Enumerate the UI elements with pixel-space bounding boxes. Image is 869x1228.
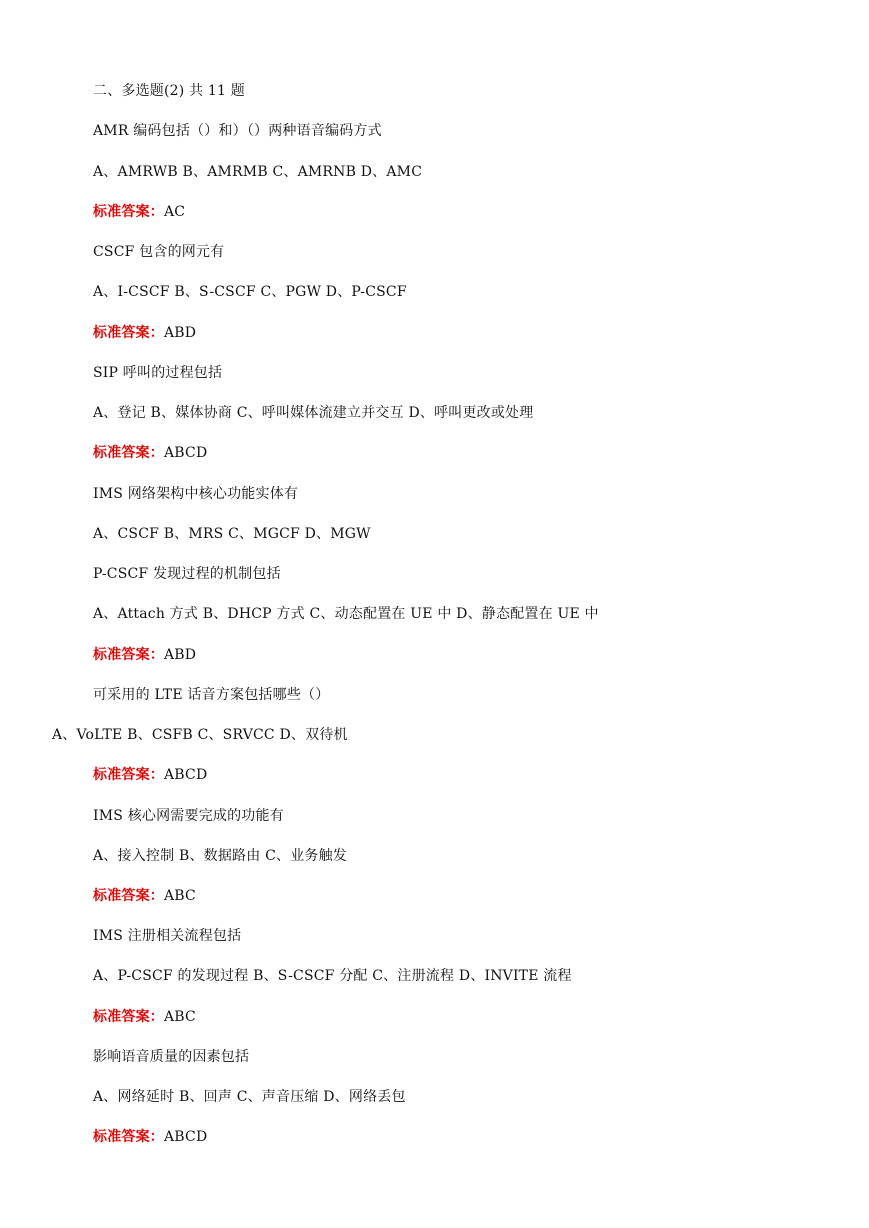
answer-line <box>93 324 196 342</box>
answer-label: 标准答案： <box>93 1129 164 1145</box>
question-stem: SIP 呼叫的过程包括 <box>93 365 223 381</box>
question-stem: AMR 编码包括（）和）（）两种语音编码方式 <box>93 123 382 139</box>
answer-value: ABCD <box>164 1129 208 1145</box>
answer-label: 标准答案： <box>93 325 164 341</box>
answer-line <box>93 203 185 221</box>
answer-label: 标准答案： <box>93 445 164 461</box>
answer-label: 标准答案： <box>93 888 164 904</box>
question-options: A、CSCF B、MRS C、MGCF D、MGW <box>93 526 371 542</box>
answer-value: ABC <box>164 1009 196 1025</box>
answer-label: 标准答案： <box>93 204 164 220</box>
answer-value: AC <box>164 204 186 220</box>
question-stem: CSCF 包含的网元有 <box>93 244 225 260</box>
answer-line <box>93 646 196 664</box>
answer-label: 标准答案： <box>93 767 164 783</box>
question-options: A、I-CSCF B、S-CSCF C、PGW D、P-CSCF <box>93 284 407 300</box>
question-options: A、接入控制 B、数据路由 C、业务触发 <box>93 848 348 864</box>
question-options: A、AMRWB B、AMRMB C、AMRNB D、AMC <box>93 164 423 180</box>
section-header: 二、多选题(2) 共 11 题 <box>93 83 245 99</box>
answer-value: ABC <box>164 888 196 904</box>
answer-line <box>93 444 207 462</box>
question-options: A、Attach 方式 B、DHCP 方式 C、动态配置在 UE 中 D、静态配置在 UE 中 <box>93 606 599 622</box>
answer-value: ABD <box>164 325 197 341</box>
question-stem: IMS 网络架构中核心功能实体有 <box>93 486 299 502</box>
answer-label: 标准答案： <box>93 1009 164 1025</box>
question-stem: IMS 注册相关流程包括 <box>93 928 242 944</box>
answer-label: 标准答案： <box>93 647 164 663</box>
question-options: A、VoLTE B、CSFB C、SRVCC D、双待机 <box>52 727 348 743</box>
answer-line <box>93 766 207 784</box>
answer-line <box>93 887 196 905</box>
question-stem: P-CSCF 发现过程的机制包括 <box>93 566 281 582</box>
answer-value: ABD <box>164 647 197 663</box>
question-stem: IMS 核心网需要完成的功能有 <box>93 808 284 824</box>
answer-line <box>93 1008 196 1026</box>
question-stem: 影响语音质量的因素包括 <box>93 1049 250 1065</box>
question-options: A、P-CSCF 的发现过程 B、S-CSCF 分配 C、注册流程 D、INVITE 流程 <box>93 968 572 984</box>
question-stem: 可采用的 LTE 话音方案包括哪些（） <box>93 687 330 703</box>
answer-value: ABCD <box>164 445 208 461</box>
question-options: A、网络延时 B、回声 C、声音压缩 D、网络丢包 <box>93 1089 406 1105</box>
answer-line <box>93 1128 207 1146</box>
question-options: A、登记 B、媒体协商 C、呼叫媒体流建立并交互 D、呼叫更改或处理 <box>93 405 534 421</box>
answer-value: ABCD <box>164 767 208 783</box>
